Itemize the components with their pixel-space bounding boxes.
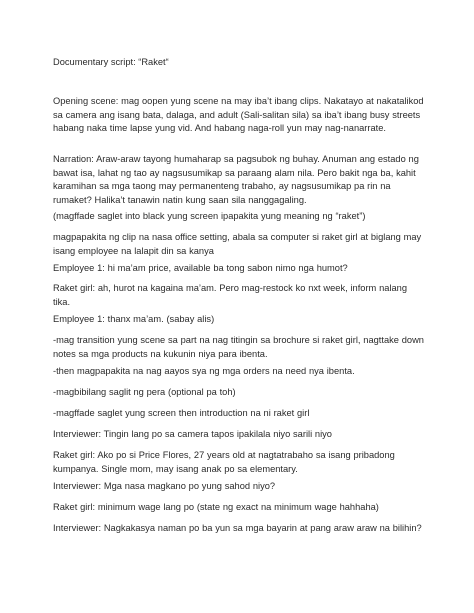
paragraph-interviewer-line-2: Interviewer: Mga nasa magkano po yung sahod niyo? xyxy=(53,481,276,491)
paragraph-raket-girl-wage: Raket girl: minimum wage lang po (state ng exact na minimum wage hahhaha) xyxy=(53,502,379,512)
paragraph-employee-line-1: Employee 1: hi ma’am price, available ba tong sabon nimo nga humot? xyxy=(53,263,348,273)
paragraph-employee-line-2: Employee 1: thanx ma’am. (sabay alis) xyxy=(53,314,215,324)
paragraph-brochure-transition: -mag transition yung scene sa part na nag titingin sa brochure si raket girl, nagttake down notes sa mga products na kukunin niya para ibenta. xyxy=(53,335,424,359)
paragraph-raket-girl-line-1: Raket girl: ah, hurot na kagaina ma’am. Pero mag-restock ko nxt week, inform nalang tika. xyxy=(53,283,407,307)
paragraph-interviewer-line-3: Interviewer: Nagkakasya naman po ba yun sa mga bayarin at pang araw araw na bilihin? xyxy=(53,523,422,533)
paragraph-counting-money: -magbibilang saglit ng pera (optional pa toh) xyxy=(53,387,236,397)
paragraph-narration: Narration: Araw-araw tayong humaharap sa pagsubok ng buhay. Anuman ang estado ng bawat isa, lahat ng tao ay nagsusumikap sa paraang alam nila. Pero bakit nga ba, kahit karamihan sa mga taong may permanenteng trabaho, ay nagsusumikap pa rin na rumaket? Halika’t tanawin natin kung saan sila nanggagaling. xyxy=(53,154,419,205)
document-title: Documentary script: “Raket“ xyxy=(53,57,169,67)
paragraph-orders: -then magpapakita na nag aayos sya ng mga orders na need nya ibenta. xyxy=(53,366,355,376)
paragraph-interviewer-line-1: Interviewer: Tingin lang po sa camera tapos ipakilala niyo sarili niyo xyxy=(53,429,332,439)
paragraph-introduction: -magffade saglet yung screen then introduction na ni raket girl xyxy=(53,408,310,418)
paragraph-fade-note: (magffade saglet into black yung screen ipapakita yung meaning ng “raket”) xyxy=(53,211,366,221)
paragraph-office-clip: magpapakita ng clip na nasa office setting, abala sa computer si raket girl at biglang may isang employee na lalapit din sa kanya xyxy=(53,232,422,256)
paragraph-opening-scene: Opening scene: mag oopen yung scene na may iba’t ibang clips. Nakatayo at nakatalikod sa camera ang isang bata, dalaga, and adult (Sali-salitan sila) sa iba’t ibang busy streets habang naka time lapse yung vid. And habang naga-roll yun may nag-nanarrate. xyxy=(53,96,424,134)
paragraph-raket-girl-intro: Raket girl: Ako po si Price Flores, 27 years old at nagtatrabaho sa isang pribadong kumpanya. Single mom, may isang anak po sa elementary. xyxy=(53,450,395,474)
